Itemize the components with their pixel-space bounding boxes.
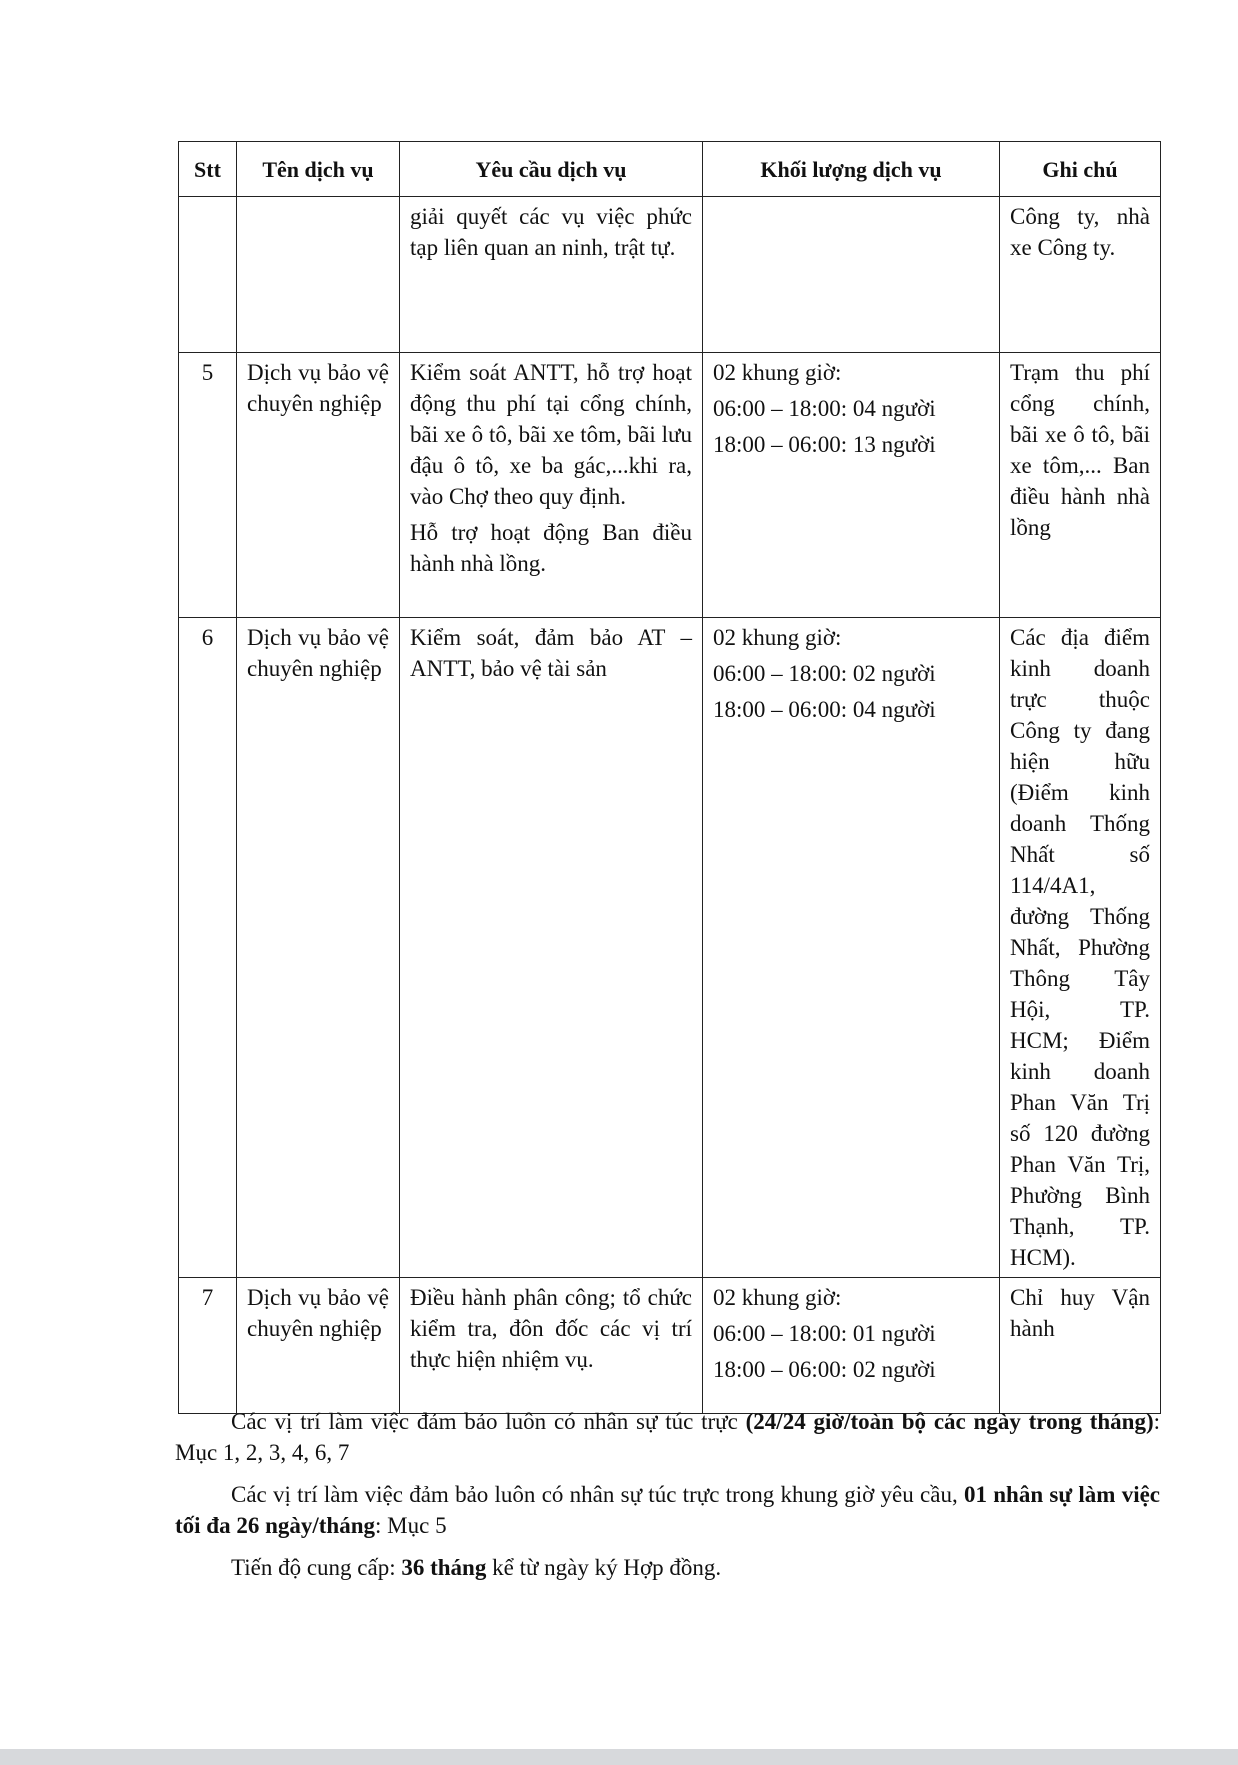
- note-paragraph: [175, 1552, 1160, 1583]
- note-bold-text: 01 nhân sự làm việc tối đa 26 ngày/tháng: [175, 1482, 1161, 1538]
- cell-stt: [179, 197, 237, 353]
- note-text: kể từ ngày ký Hợp đồng.: [486, 1555, 722, 1580]
- service-table: [178, 141, 1161, 1414]
- note-text: : Mục 5: [375, 1513, 447, 1538]
- cell-ghi-chu: Chỉ huy Vận hành: [1000, 1278, 1161, 1414]
- cell-stt: 7: [179, 1278, 237, 1414]
- cell-ten: Dịch vụ bảo vệ chuyên nghiệp: [237, 1278, 400, 1414]
- yeu-cau-text-2: Hỗ trợ hoạt động Ban điều hành nhà lồng.: [410, 520, 692, 576]
- cell-ten: Dịch vụ bảo vệ chuyên nghiệp: [237, 353, 400, 618]
- table-row: [179, 1278, 1161, 1414]
- khoi-luong-line: 02 khung giờ:: [713, 360, 842, 385]
- cell-khoi-luong: [703, 353, 1000, 618]
- header-yeu-cau-dich-vu: Yêu cầu dịch vụ: [400, 142, 703, 197]
- khoi-luong-line: 18:00 – 06:00: 02 người: [713, 1357, 936, 1382]
- khoi-luong-line: 06:00 – 18:00: 04 người: [713, 396, 936, 421]
- note-bold-text: (24/24 giờ/toàn bộ các ngày trong tháng): [745, 1409, 1154, 1434]
- khoi-luong-line: 18:00 – 06:00: 04 người: [713, 697, 936, 722]
- cell-ten: [237, 197, 400, 353]
- cell-yeu-cau: Điều hành phân công; tổ chức kiểm tra, đôn đốc các vị trí thực hiện nhiệm vụ.: [400, 1278, 703, 1414]
- khoi-luong-line: 06:00 – 18:00: 01 người: [713, 1321, 936, 1346]
- cell-khoi-luong: [703, 197, 1000, 353]
- yeu-cau-text: Kiểm soát ANTT, hỗ trợ hoạt động thu phí tại cổng chính, bãi xe ô tô, bãi xe tôm, bãi lưu đậu ô tô, xe ba gác,...khi ra, vào Chợ theo quy định.: [410, 360, 692, 509]
- note-text: Các vị trí làm việc đảm bảo luôn có nhân sự túc trực: [231, 1409, 746, 1434]
- cell-khoi-luong: [703, 1278, 1000, 1414]
- cell-ten: Dịch vụ bảo vệ chuyên nghiệp: [237, 618, 400, 1278]
- header-stt: Stt: [179, 142, 237, 197]
- khoi-luong-line: 02 khung giờ:: [713, 625, 842, 650]
- table-row-continuation: [179, 197, 1161, 353]
- note-text: Tiến độ cung cấp:: [231, 1555, 402, 1580]
- table-header-row: [179, 142, 1161, 197]
- cell-stt: 6: [179, 618, 237, 1278]
- notes-section: [175, 1406, 1160, 1594]
- cell-ghi-chu: Trạm thu phí cổng chính, bãi xe ô tô, bãi xe tôm,... Ban điều hành nhà lồng: [1000, 353, 1161, 618]
- note-paragraph: [175, 1479, 1160, 1541]
- cell-stt: 5: [179, 353, 237, 618]
- note-text: : Mục 1, 2, 3, 4, 6, 7: [175, 1409, 1160, 1465]
- cell-ghi-chu: Công ty, nhà xe Công ty.: [1000, 197, 1161, 353]
- scan-bottom-edge: [0, 1749, 1238, 1765]
- cell-yeu-cau: [400, 353, 703, 618]
- cell-ghi-chu: Các địa điểm kinh doanh trực thuộc Công ty đang hiện hữu (Điểm kinh doanh Thống Nhất số 114/4A1, đường Thống Nhất, Phường Thông Tây Hội, TP. HCM; Điểm kinh doanh Phan Văn Trị số 120 đường Phan Văn Trị, Phường Bình Thạnh, TP. HCM).: [1000, 618, 1161, 1278]
- cell-khoi-luong: [703, 618, 1000, 1278]
- header-khoi-luong-dich-vu: Khối lượng dịch vụ: [703, 142, 1000, 197]
- note-text: Các vị trí làm việc đảm bảo luôn có nhân sự túc trực trong khung giờ yêu cầu,: [231, 1482, 964, 1507]
- cell-yeu-cau: Kiểm soát, đảm bảo AT – ANTT, bảo vệ tài sản: [400, 618, 703, 1278]
- table-row: [179, 618, 1161, 1278]
- khoi-luong-line: 02 khung giờ:: [713, 1285, 842, 1310]
- header-ghi-chu: Ghi chú: [1000, 142, 1161, 197]
- khoi-luong-line: 06:00 – 18:00: 02 người: [713, 661, 936, 686]
- table-row: [179, 353, 1161, 618]
- note-paragraph: [175, 1406, 1160, 1468]
- header-ten-dich-vu: Tên dịch vụ: [237, 142, 400, 197]
- khoi-luong-line: 18:00 – 06:00: 13 người: [713, 432, 936, 457]
- cell-yeu-cau: giải quyết các vụ việc phức tạp liên quan an ninh, trật tự.: [400, 197, 703, 353]
- note-bold-text: 36 tháng: [401, 1555, 487, 1580]
